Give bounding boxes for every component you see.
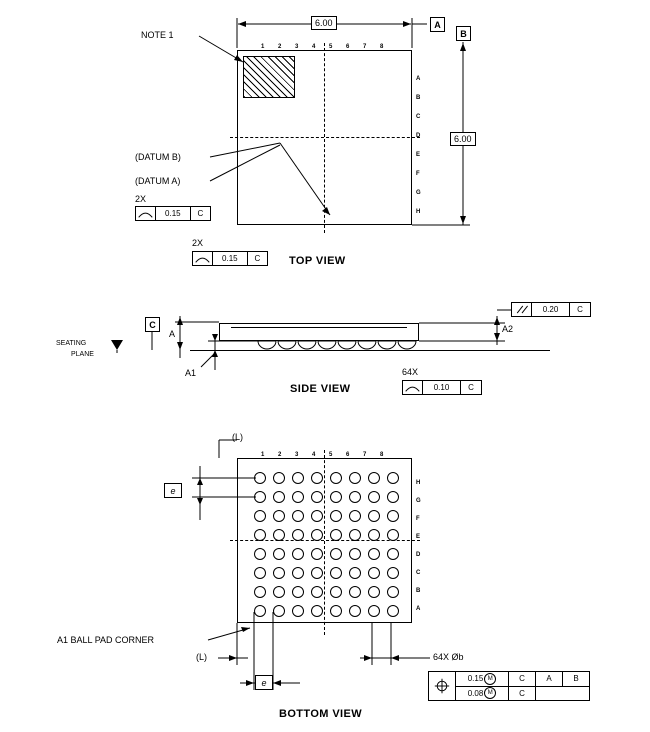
position-row1-tolerance — [456, 672, 509, 686]
top-col-num-2: 2 — [278, 44, 282, 50]
bottom-row-letter-g: G — [416, 498, 421, 504]
bottom-row-letter-e: E — [416, 534, 421, 540]
datum-a-box: A — [430, 17, 445, 32]
pitch-left-symbol-box: e — [164, 483, 182, 498]
bottom-col-num-2: 2 — [278, 452, 282, 458]
ball-count-diameter-label: 64X Øb — [433, 652, 464, 662]
flatness-2-tolerance: 0.15 — [213, 252, 248, 265]
seating-plane-label-line1: SEATING — [56, 340, 87, 347]
top-col-num-5: 5 — [329, 44, 333, 50]
pitch-bottom-symbol-box: e — [255, 675, 273, 690]
top-row-letter-e: E — [416, 152, 421, 158]
top-view-title: TOP VIEW — [289, 255, 346, 267]
top-row-letter-a: A — [416, 76, 421, 82]
coplanarity-datum: C — [468, 383, 474, 392]
length-top-label: (L) — [232, 432, 243, 442]
parallelism-datum: C — [577, 305, 583, 314]
top-col-num-8: 8 — [380, 44, 384, 50]
position-row1-datum-b: B — [573, 674, 579, 684]
top-col-num-4: 4 — [312, 44, 316, 50]
datum-a-label: (DATUM A) — [135, 176, 181, 186]
top-row-letter-d: D — [416, 133, 421, 139]
coplanarity-multiplier: 64X — [402, 367, 419, 377]
bottom-col-num-7: 7 — [363, 452, 367, 458]
length-bottom-label: (L) — [196, 652, 207, 662]
position-icon — [429, 672, 456, 700]
dim-a2-label: A2 — [502, 324, 514, 334]
flatness-2-multiplier: 2X — [192, 238, 204, 248]
top-view-height-value: 6.00 — [450, 132, 476, 146]
dim-a-label: A — [169, 329, 176, 339]
top-row-letter-b: B — [416, 95, 421, 101]
bottom-col-num-3: 3 — [295, 452, 299, 458]
dim-a1-label: A1 — [185, 368, 197, 378]
flatness-1-tolerance: 0.15 — [156, 207, 191, 220]
bottom-row-letter-c: C — [416, 570, 421, 576]
position-row2-datum-c: C — [509, 687, 536, 701]
bottom-col-num-4: 4 — [312, 452, 316, 458]
bottom-row-letter-d: D — [416, 552, 421, 558]
top-col-num-7: 7 — [363, 44, 367, 50]
bottom-row-letter-b: B — [416, 588, 421, 594]
top-row-letter-f: F — [416, 171, 420, 177]
mmc-modifier-icon: M — [484, 673, 496, 685]
mmc-modifier-icon: M — [484, 687, 496, 699]
side-view-title: SIDE VIEW — [290, 383, 351, 395]
bottom-col-num-8: 8 — [380, 452, 384, 458]
top-row-letter-g: G — [416, 190, 421, 196]
position-row1-value: 0.15 — [467, 674, 484, 684]
position-control-frame — [428, 671, 590, 701]
seating-plane-label-line2: PLANE — [71, 351, 94, 358]
flatness-2-datum: C — [254, 254, 261, 263]
bottom-row-letter-f: F — [416, 516, 420, 522]
top-row-letter-h: H — [416, 209, 421, 215]
position-row2-tolerance — [456, 687, 509, 701]
position-row2-value: 0.08 — [467, 688, 484, 698]
note1-label: NOTE 1 — [141, 30, 174, 40]
datum-b-label: (DATUM B) — [135, 152, 181, 162]
top-col-num-1: 1 — [261, 44, 265, 50]
top-view-width-value: 6.00 — [311, 16, 337, 30]
bottom-col-num-6: 6 — [346, 452, 350, 458]
datum-b-box: B — [456, 26, 471, 41]
bottom-row-letter-a: A — [416, 606, 421, 612]
parallelism-tolerance: 0.20 — [532, 303, 570, 316]
coplanarity-tolerance: 0.10 — [423, 381, 461, 394]
flatness-1-multiplier: 2X — [135, 194, 147, 204]
bottom-row-letter-h: H — [416, 480, 421, 486]
top-col-num-3: 3 — [295, 44, 299, 50]
position-row1-datum-c: C — [509, 672, 536, 686]
top-col-num-6: 6 — [346, 44, 350, 50]
bottom-col-num-5: 5 — [329, 452, 333, 458]
top-row-letter-c: C — [416, 114, 421, 120]
bottom-col-num-1: 1 — [261, 452, 265, 458]
position-row1-datum-a: A — [536, 672, 563, 686]
flatness-1-datum: C — [197, 209, 204, 218]
position-row2-empty — [536, 687, 589, 701]
bottom-view-title: BOTTOM VIEW — [279, 708, 363, 720]
datum-c-box: C — [145, 317, 160, 332]
a1-ball-pad-corner-label: A1 BALL PAD CORNER — [57, 635, 155, 645]
